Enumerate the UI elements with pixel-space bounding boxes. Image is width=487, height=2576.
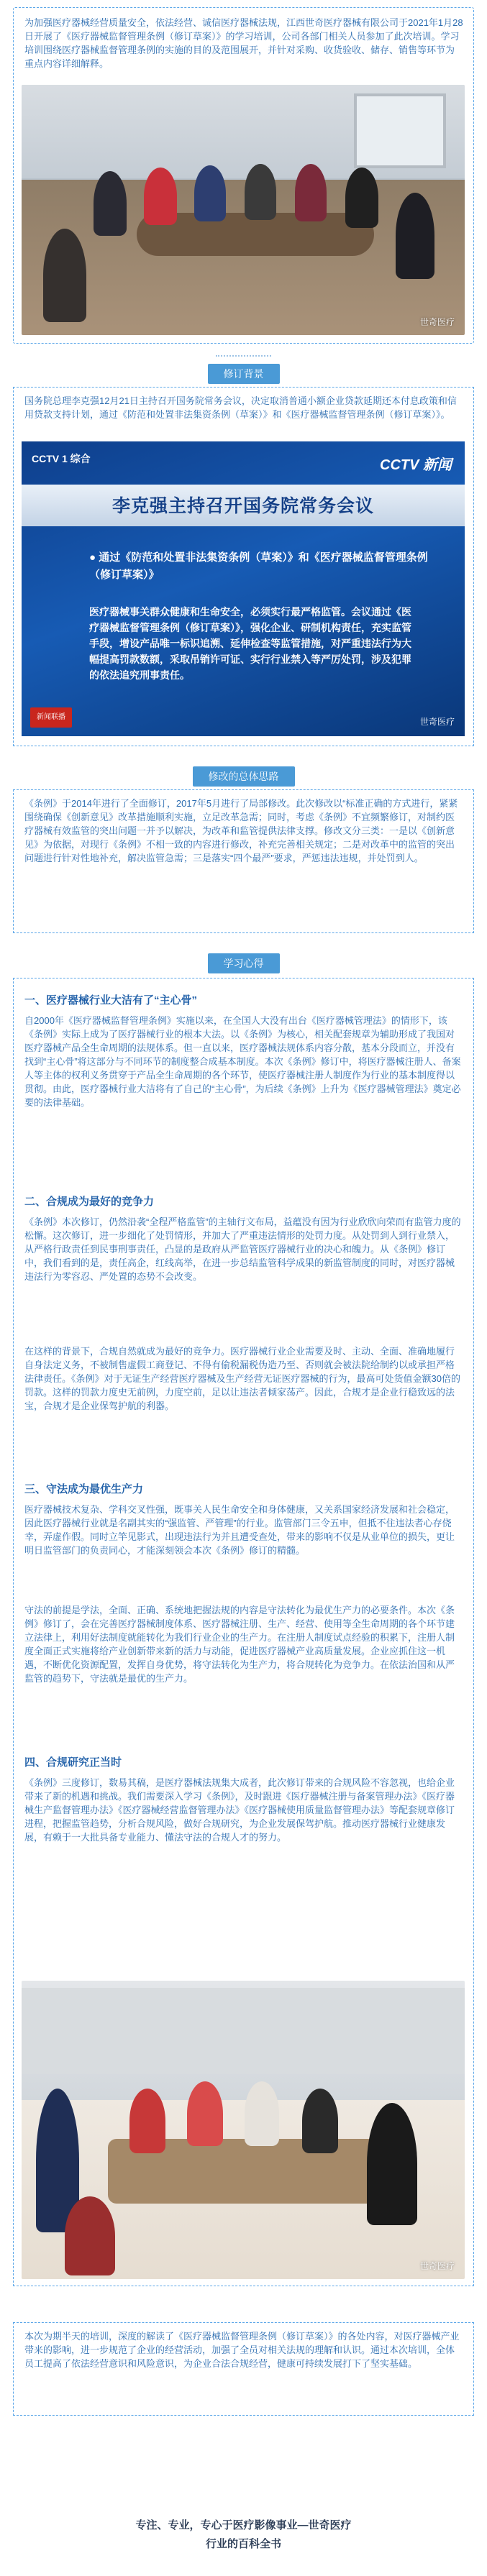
learning-heading-2: 二、合规成为最好的竞争力 xyxy=(24,1196,155,1208)
photo-watermark: 世奇医疗 xyxy=(419,2261,455,2271)
learning-paragraph-1: 自2000年《医疗器械监督管理条例》实施以来，在全国人大没有出台《医疗器械管理法》的情形下，该《条例》实际上成为了医疗器械行业的根本大法。以《条例》为核心，相关配套规章为辅助形成了我国对医疗器械产品全生命周期的法规体系。但一直以来，医疗器械法规体系内容分散，基本分段而立，并没有找到“主心骨”将这部分与不同环节的制度整合成基本制度。本次《条例》修订中，将医疗器械注册人、备案人等主体的权利义务贯穿于产品全生命周期的各个环节，使医疗器械注册人制度作为行业的基本制度得以贯彻。由此，医疗器械行业大洁将有了自己的“主心骨”，为后续《条例》上升为《医疗器械管理法》奠定必要的法律基础。 xyxy=(24,1015,461,1108)
section-title: 修订背景 xyxy=(208,364,280,384)
cctv-news-logo: CCTV 新闻 xyxy=(380,457,452,473)
learning-paragraph-3b: 守法的前提是学法，全面、正确、系统地把握法规的内容是守法转化为最优生产力的必要条件。本次《条例》修订了，会在完善医疗器械制度体系、医疗器械注册、生产、经营、使用等全生命周期的各个环节建立法律上，利用好法制度就能转化为我们行业企业的生产力。在注册人制度试点经验的积累下，注册人制度全面正式实施将给产业创新带来新的活力与动能，促进医疗器械产业高质量发展。企业应抓住这一机遇，不断优化资源配置，发挥自身优势，将守法转化为生产力，将合规转化为竞争力。在依法治国和从严监管的趋势下，守法就是最优的生产力。 xyxy=(24,1605,455,1684)
news-screenshot xyxy=(22,441,465,736)
section-approach-heading xyxy=(0,766,487,787)
footer-line-2: 行业的百科全书 xyxy=(205,2538,281,2550)
divider xyxy=(216,355,271,359)
section-title: 学习心得 xyxy=(208,953,280,973)
learning-heading-3: 三、守法成为最优生产力 xyxy=(24,1483,144,1495)
news-corner-logo: 新闻联播 xyxy=(30,707,72,728)
footer-line-1: 专注、专业，专心于医疗影像事业—世奇医疗 xyxy=(135,2519,352,2531)
learning-heading-1: 一、医疗器械行业大洁有了“主心骨” xyxy=(24,994,198,1007)
intro-paragraph: 为加强医疗器械经营质量安全，依法经营、诚信医疗器械法规，江西世奇医疗器械有限公司于2021年1月28日开展了《医疗器械监督管理条例（修订草案）》的学习培训，公司各部门相关人员参加了此次培训。学习培训围绕医疗器械监督管理条例的实施的目的及范围展开，并针对采购、收货验收、储存、销售等环节为重点内容详细解释。 xyxy=(24,17,463,69)
learning-heading-4: 四、合规研究正当时 xyxy=(24,1756,122,1769)
approach-paragraph: 《条例》于2014年进行了全面修订，2017年5月进行了局部修改。此次修改以“标准正确的方式进行，紧紧围绕确保《创新意见》改革措施顺利实施，立足改革急需；同时，考虑《条例》不宜频繁修订，对制约医疗器械有效监管的突出问题一并予以解决，为改革和监管提供法律支撑。修改文分三类：一是以《创新意见》为依据，对现行《条例》不相一致的内容进行修改，补充完善相关规定；二是对改革中的监管的突出问题进行针对性地补充，解决监管急需；三是落实“四个最严”要求，严惩违法违规，并处罚到人。 xyxy=(24,798,458,863)
section-title: 修改的总体思路 xyxy=(193,766,295,787)
learning-paragraph-3a: 医疗器械技术复杂、学科交叉性强，既事关人民生命安全和身体健康，又关系国家经济发展和社会稳定，因此医疗器械行业就是名副其实的“强监管、严管理”的行业。监管部门三令五申，但抵不住违法者心存侥幸，弄虚作假。同时立竿见影式，出现违法行为并且遭受查处，带来的影响不仅是从业单位的损失，更让明日监管部门的负责同心，才能深刻领会本次《条例》修订的精髓。 xyxy=(24,1504,455,1556)
learning-paragraph-2b: 在这样的背景下，合规自然就成为最好的竞争力。医疗器械行业企业需要及时、主动、全面、准确地履行自身法定义务，不被制售虚假工商登记、不得有偷税漏税伪造乃至、否则就会被法院给制约以或承担严格法律责任。《条例》对于无证生产经营医疗器械及生产经营无证医疗器械的行为，最高可处货值金额30倍的罚款。这样的罚款力度史无前例，力度空前，足以让违法者倾家荡产。因此，合规才是企业行稳致远的法宝，合规才是企业保驾护航的利器。 xyxy=(24,1346,460,1411)
section-learning-heading xyxy=(0,953,487,973)
news-headline: 李克强主持召开国务院常务会议 xyxy=(111,496,374,516)
learning-paragraph-2a: 《条例》本次修订，仍然沿袭“全程严格监管”的主轴行文布局，益蕴没有因为行业欣欣向荣而有监管力度的松懈。这次修订，进一步细化了处罚情形，并加大了严重违法情形的处罚力度。从处罚到人到行业禁入，从严格行政责任到民事刑事责任，凸显的是政府从严监管医疗器械行业的决心和魄力。从《条例》修订中，我们看到的是，责任高企，红线高举，在进一步总结监管科学成果的新监管制度的同时，对医疗器械违法行为零容忍、严处置的态势不会改变。 xyxy=(24,1216,461,1282)
footer-slogan xyxy=(0,2516,487,2554)
section-background-heading xyxy=(0,364,487,384)
background-paragraph: 国务院总理李克强12月21日主持召开国务院常务会议，决定取消普通小额企业贷款延期还本付息政策和信用贷款支持计划，通过《防范和处置非法集资条例（草案）》和《医疗器械监督管理条例（修订草案）》。 xyxy=(24,395,457,420)
closing-paragraph: 本次为期半天的培训，深度的解读了《医疗器械监督管理条例（修订草案）》的各处内容，对医疗器械产业带来的影响，进一步规范了企业的经营活动，加强了全员对相关法规的理解和认识。通过本次培训，全体员工提高了依法经营意识和风险意识，为企业合法合规经营，健康可持续发展打下了坚实基础。 xyxy=(24,2331,460,2369)
photo-watermark: 世奇医疗 xyxy=(419,717,455,727)
news-body: 医疗器械事关群众健康和生命安全，必须实行最严格监管。会议通过《医疗器械监督管理条例（修订草案）》，强化企业、研制机构责任，充实监管手段，增设产品唯一标识追溯、延伸检查等监管措施，对严重违法行为大幅提高罚款数额，采取吊销许可证、实行行业禁入等严厉处罚，涉及犯罪的依法追究刑事责任。 xyxy=(89,606,411,681)
news-subtitle: ● 通过《防范和处置非法集资条例（草案）》和《医疗器械监督管理条例（修订草案）》 xyxy=(89,551,428,581)
cctv1-logo: CCTV 1 综合 xyxy=(32,453,91,464)
learning-paragraph-4: 《条例》三度修订，数易其稿，是医疗器械法规集大成者，此次修订带来的合规风险不容忽视，也给企业带来了新的机遇和挑战。我们需要深入学习《条例》，及时跟进《医疗器械注册与备案管理办法》《医疗器械生产监督管理办法》《医疗器械经营监督管理办法》《医疗器械使用质量监督管理办法》等配套规章修订进程，把握监管趋势，分析合规风险，做好合规研究，为企业发展保驾护航。推动医疗器械行业健康发展，有赖于一大批具备专业能力、懂法守法的合规人才的努力。 xyxy=(24,1777,455,1843)
meeting-photo-1 xyxy=(22,85,465,335)
meeting-photo-2 xyxy=(22,1981,465,2279)
photo-watermark: 世奇医疗 xyxy=(419,317,455,327)
